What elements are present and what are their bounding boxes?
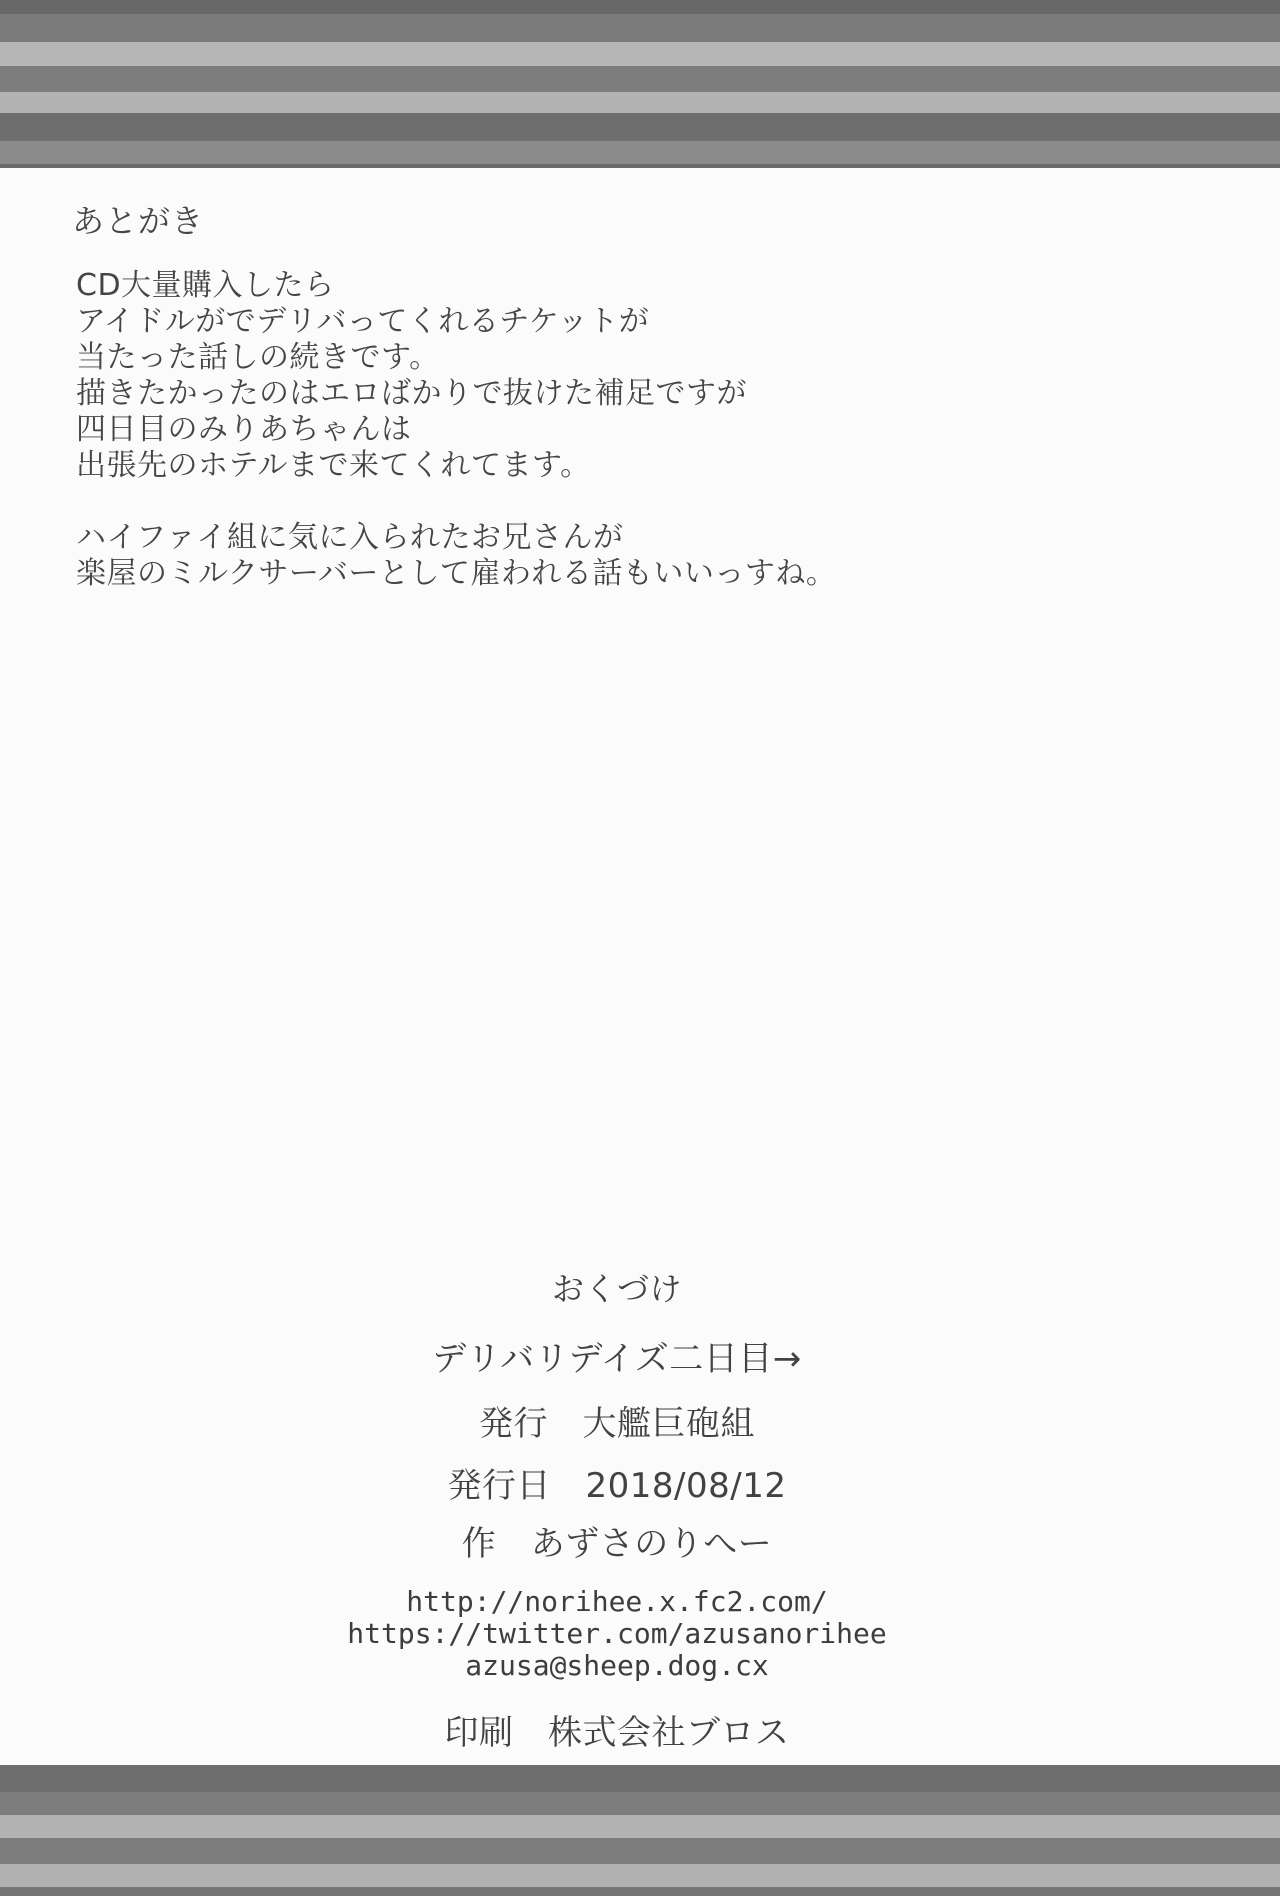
stripe <box>0 141 1280 164</box>
stripe <box>0 66 1280 92</box>
afterword-line: 当たった話しの続きです。 <box>76 340 440 375</box>
afterword-line: アイドルがでデリバってくれるチケットが <box>76 304 650 339</box>
stripe <box>0 1765 1280 1792</box>
stripe <box>0 113 1280 141</box>
afterword-line: ハイファイ組に気に入られたお兄さんが <box>76 520 624 555</box>
stripe <box>0 1792 1280 1815</box>
stripe <box>0 0 1280 14</box>
website-url: http://norihee.x.fc2.com/ <box>406 1585 828 1618</box>
afterword-body <box>76 268 836 592</box>
stripe <box>0 14 1280 42</box>
afterword-line: 出張先のホテルまで来てくれてます。 <box>76 448 591 483</box>
colophon-heading: おくづけ <box>551 1270 682 1308</box>
email-address: azusa@sheep.dog.cx <box>465 1649 769 1682</box>
stripe <box>0 1887 1280 1896</box>
stripe <box>0 1864 1280 1887</box>
afterword-line-blank <box>76 484 836 520</box>
stripe <box>0 92 1280 113</box>
stripe <box>0 42 1280 66</box>
printer-line: 印刷 株式会社ブロス <box>444 1713 790 1753</box>
publisher-line: 発行 大艦巨砲組 <box>479 1404 755 1444</box>
afterword-line: 描きたかったのはエロばかりで抜けた補足ですが <box>76 376 747 411</box>
afterword-line: CD大量購入したら <box>76 268 335 303</box>
stripe <box>0 1815 1280 1838</box>
publish-date-line: 発行日 2018/08/12 <box>447 1466 787 1506</box>
afterword-line: 楽屋のミルクサーバーとして雇われる話もいいっすね。 <box>76 556 837 591</box>
stripe <box>0 164 1280 168</box>
afterword-heading: あとがき <box>72 202 205 240</box>
stripe <box>0 1838 1280 1864</box>
twitter-url: https://twitter.com/azusanorihee <box>347 1617 887 1650</box>
doujin-title: デリバリデイズ二日目→ <box>432 1339 802 1379</box>
afterword-line: 四日目のみりあちゃんは <box>76 412 412 447</box>
author-line: 作 あずさのりへー <box>461 1524 773 1564</box>
